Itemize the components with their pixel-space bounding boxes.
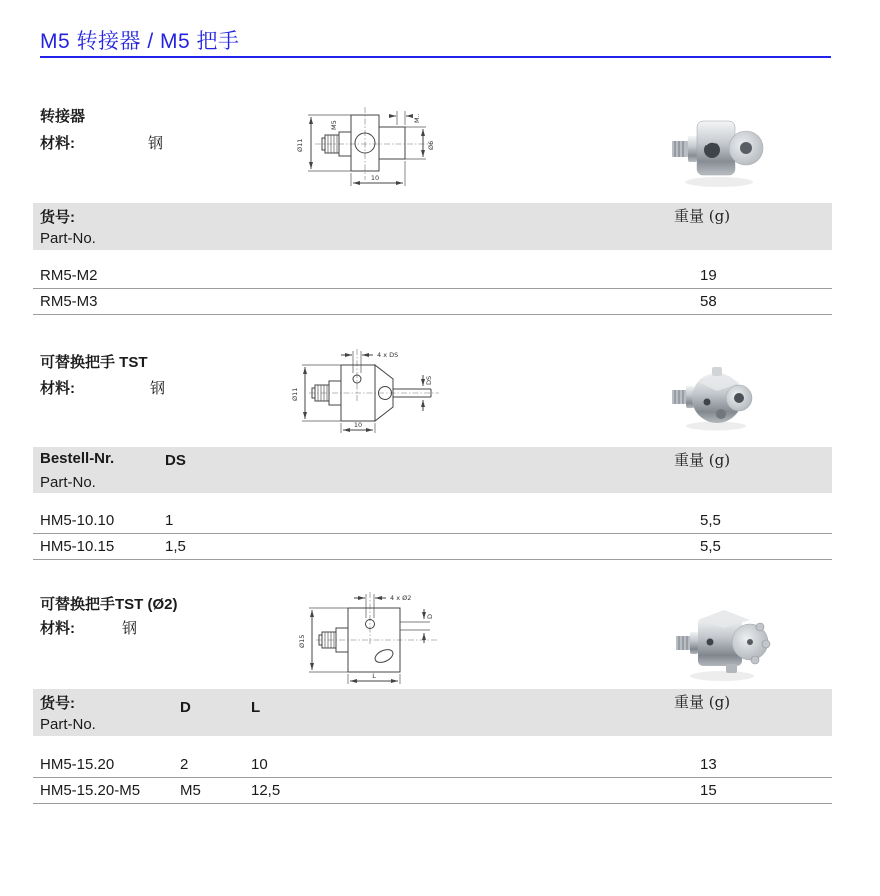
dim-label-hole-count: 4 x DS <box>377 351 399 359</box>
title-rule <box>40 56 831 58</box>
technical-drawing-adapter <box>291 101 439 191</box>
table-row <box>33 263 832 289</box>
weight-cell: 58 <box>700 293 717 310</box>
table-row <box>33 752 832 778</box>
technical-drawing-tst-o2 <box>298 586 446 686</box>
part-no-cell: RM5-M3 <box>40 293 98 310</box>
part-no-header: Bestell-Nr. <box>40 450 115 467</box>
page-title: M5 转接器 / M5 把手 <box>40 30 240 53</box>
material-value: 钢 <box>150 380 166 397</box>
l-cell: 12,5 <box>251 782 281 799</box>
d-cell: M5 <box>180 782 201 799</box>
product-photo-tst <box>660 352 774 438</box>
product-photo-tst-o2 <box>666 596 778 688</box>
part-no-cell: HM5-10.15 <box>40 538 115 555</box>
material-value: 钢 <box>148 135 164 152</box>
table-3-header <box>33 689 832 736</box>
technical-drawing-tst <box>289 343 443 437</box>
dim-label-length-bottom: 10 <box>353 421 363 429</box>
l-column-header: L <box>251 699 261 716</box>
l-cell: 10 <box>251 756 268 773</box>
part-no-subheader: Part-No. <box>40 716 96 733</box>
part-no-cell: RM5-M2 <box>40 267 98 284</box>
weight-cell: 5,5 <box>700 512 721 529</box>
part-no-subheader: Part-No. <box>40 474 96 491</box>
dim-label-hole-diameter: D <box>426 613 434 619</box>
table-3-body <box>33 752 832 804</box>
dim-label-length-bottom: L <box>372 672 376 680</box>
dim-label-thread-top: M.. <box>413 113 421 123</box>
d-cell: 2 <box>180 756 189 773</box>
part-no-header: 货号: <box>40 209 75 226</box>
ds-column-header: DS <box>165 452 186 469</box>
weight-cell: 19 <box>700 267 717 284</box>
weight-header: 重量 (g) <box>674 693 731 711</box>
ds-cell: 1,5 <box>165 538 186 555</box>
part-no-subheader: Part-No. <box>40 230 96 247</box>
table-1-body <box>33 263 832 315</box>
part-no-cell: HM5-10.10 <box>40 512 115 529</box>
weight-header: 重量 (g) <box>674 451 731 469</box>
dim-label-length-bottom: 10 <box>370 174 380 182</box>
section-3-heading: 可替换把手TST (Ø2) <box>40 596 178 613</box>
dim-label-stylus-diameter: DS <box>425 375 433 385</box>
dim-label-diameter-left: Ø11 <box>291 387 299 401</box>
dim-label-diameter-left: Ø11 <box>296 138 304 152</box>
product-photo-adapter <box>662 105 776 193</box>
section-2-heading: 可替换把手 TST <box>40 354 148 371</box>
material-label: 材料: <box>40 620 75 637</box>
table-row <box>33 534 832 560</box>
dim-label-stud-thread: M5 <box>330 120 338 130</box>
table-row <box>33 508 832 534</box>
part-no-cell: HM5-15.20-M5 <box>40 782 141 799</box>
part-no-cell: HM5-15.20 <box>40 756 115 773</box>
material-label: 材料: <box>40 380 75 397</box>
dim-label-hole-count: 4 x Ø2 <box>390 594 412 602</box>
table-2-body <box>33 508 832 560</box>
ds-cell: 1 <box>165 512 174 529</box>
dim-label-diameter-right: Ø6 <box>427 140 435 150</box>
table-row <box>33 289 832 315</box>
d-column-header: D <box>180 699 191 716</box>
table-2-header <box>33 447 832 493</box>
weight-header: 重量 (g) <box>674 207 731 225</box>
material-label: 材料: <box>40 135 75 152</box>
section-1-heading: 转接器 <box>40 108 86 125</box>
table-1-header <box>33 203 832 250</box>
part-no-header: 货号: <box>40 695 75 712</box>
material-value: 钢 <box>122 620 138 637</box>
weight-cell: 13 <box>700 756 717 773</box>
weight-cell: 15 <box>700 782 717 799</box>
dim-label-diameter-left: Ø15 <box>298 634 306 648</box>
table-row <box>33 778 832 804</box>
weight-cell: 5,5 <box>700 538 721 555</box>
